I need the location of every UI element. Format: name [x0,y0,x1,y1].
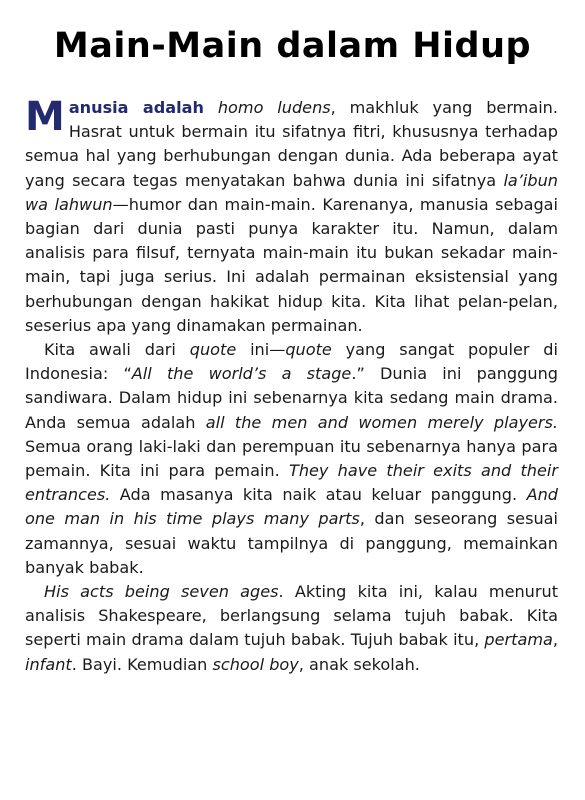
text-run: . Bayi. Kemudian [71,654,213,674]
paragraph-3 [25,580,558,677]
drop-cap: M [25,94,65,140]
italic-term: infant [25,654,72,674]
text-run: . Akting kita ini, kalau menurut analisis Shakespeare, berlangsung selama tujuh babak. Kita seperti main drama dalam tujuh babak. Tujuh babak itu, [25,582,559,650]
italic-quote: all the men and women merely players. [205,412,558,432]
lead-in-text: anusia adalah [68,98,204,117]
italic-quote: And one man in his time plays many parts [25,485,558,529]
text-run: .” Dunia ini panggung sandiwara. Dalam hidup ini sebenarnya kita sedang main drama. Anda semua adalah [25,364,558,432]
text-run: Semua orang laki-laki dan perempuan itu sebenarnya hanya para pemain. Kita ini para pemain. [25,436,558,481]
italic-term: quote [285,340,332,360]
italic-quote: His acts being seven ages [44,582,279,602]
italic-quote: All the world’s a stage [131,364,352,384]
italic-term: quote [189,340,237,360]
italic-term: school boy [212,654,299,674]
text-run: ini— [236,340,286,360]
paragraph-2 [25,338,558,580]
italic-term: la’ibun wa lahwun [25,170,558,214]
text-run: Kita awali dari [44,340,190,360]
text-run: , anak sekolah. [298,654,420,674]
chapter-body [25,96,558,677]
text-run: , dan seseorang sesuai zamannya, sesuai waktu tampilnya di panggung, memainkan banyak babak. [25,509,558,577]
text-run [204,98,218,117]
text-run: yang sangat populer di Indonesia: “ [25,340,558,384]
text-run: , makhluk yang bermain. Hasrat untuk bermain itu sifatnya fitri, khususnya terhadap semua hal yang berhubungan dengan dunia. Ada beberapa ayat yang secara tegas menyatakan bahwa dunia ini sifatnya [25,98,558,190]
chapter-title: Main-Main dalam Hidup [53,26,532,66]
italic-term: homo ludens [217,98,331,117]
text-run: —humor dan main-main. Karenanya, manusia sebagai bagian dari dunia pasti punya karakter itu. Namun, dalam analisis para filsuf, ternyata main-main itu bukan sekadar main-main, tapi juga serius. Ini adalah permainan eksistensial yang berhubungan dengan hakikat hidup kita. Kita lihat pelan-pelan, seserius apa yang dinamakan permainan. [25,194,558,335]
text-run: , [552,630,558,650]
paragraph-1 [25,96,558,338]
text-run: Ada masanya kita naik atau keluar panggung. [110,485,527,505]
italic-term: pertama [484,630,553,650]
italic-quote: They have their exits and their entrances. [25,461,558,505]
